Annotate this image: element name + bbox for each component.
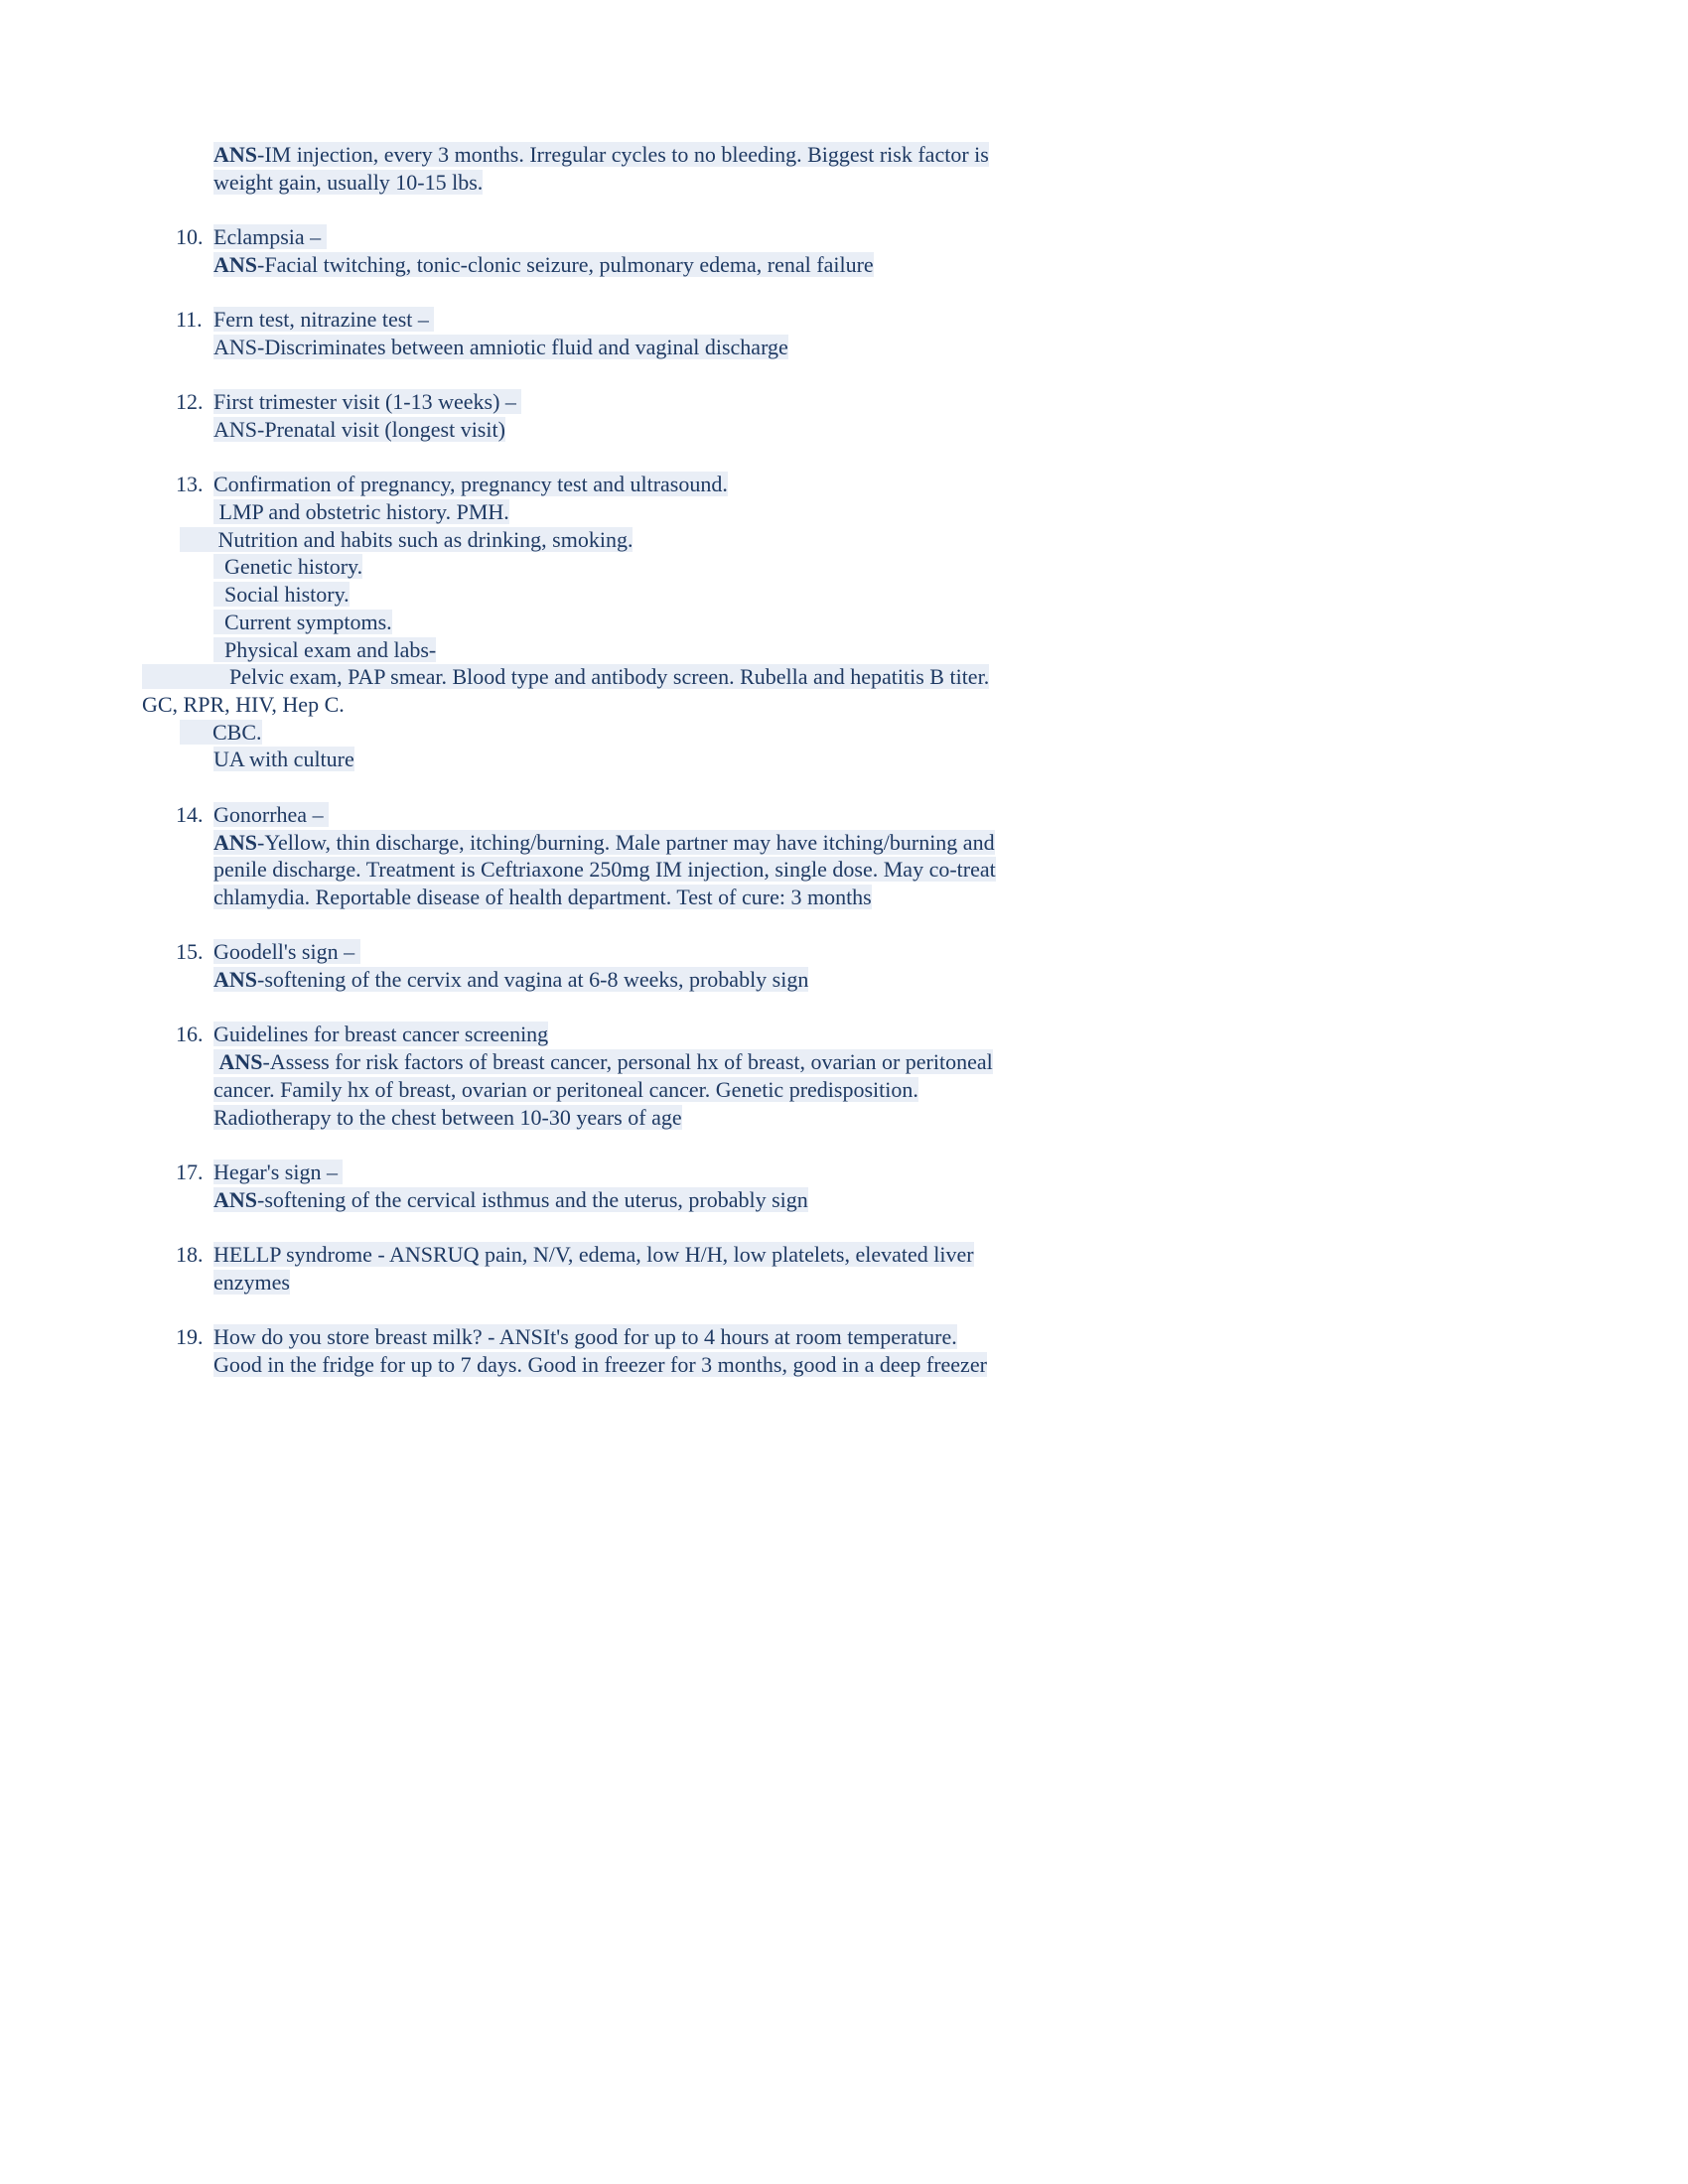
text-segment: Confirmation of pregnancy, pregnancy test and ultrasound. bbox=[213, 472, 728, 497]
text-segment: -Facial twitching, tonic-clonic seizure, pulmonary edema, renal failure bbox=[257, 251, 874, 277]
qa-item bbox=[176, 1323, 1107, 1378]
text-segment: -softening of the cervical isthmus and the uterus, probably sign bbox=[257, 1186, 808, 1212]
text-segment: How do you store breast milk? - ANSIt's good for up to 4 hours at room temperature. bbox=[213, 1324, 957, 1350]
document-line bbox=[213, 1323, 1107, 1351]
ans-label: ANS bbox=[213, 142, 258, 167]
document-line bbox=[142, 691, 1107, 719]
document-line bbox=[213, 169, 1107, 197]
text-segment: enzymes bbox=[213, 1269, 290, 1295]
document-line bbox=[213, 1241, 1107, 1269]
document-line bbox=[213, 1104, 1107, 1132]
document-line bbox=[213, 306, 1107, 334]
document-line bbox=[213, 829, 1107, 857]
item-number: 18. bbox=[176, 1241, 204, 1267]
document-line bbox=[213, 746, 1107, 773]
text-segment: Radiotherapy to the chest between 10-30 years of age bbox=[213, 1104, 682, 1130]
qa-item bbox=[176, 938, 1107, 993]
ans-label: ANS bbox=[213, 251, 258, 277]
text-segment bbox=[180, 720, 212, 745]
ans-label: ANS bbox=[213, 967, 258, 992]
document-line bbox=[213, 1186, 1107, 1214]
text-segment: chlamydia. Reportable disease of health department. Test of cure: 3 months bbox=[213, 884, 872, 909]
document-line bbox=[213, 1351, 1107, 1379]
document-line bbox=[213, 1021, 1107, 1048]
qa-item bbox=[176, 1021, 1107, 1131]
document-line bbox=[213, 251, 1107, 279]
text-segment: -Assess for risk factors of breast cancer, personal hx of breast, ovarian or peritoneal bbox=[262, 1049, 993, 1075]
document-line bbox=[213, 498, 1107, 526]
text-segment: -Yellow, thin discharge, itching/burning. Male partner may have itching/burning and bbox=[257, 829, 995, 855]
document-line bbox=[142, 663, 1107, 691]
document-line bbox=[180, 526, 1107, 554]
document-line bbox=[213, 581, 1107, 609]
document-line bbox=[213, 966, 1107, 994]
item-number: 11. bbox=[176, 307, 203, 333]
text-segment: Social history. bbox=[213, 582, 350, 608]
item-number: 10. bbox=[176, 224, 204, 250]
document-line bbox=[213, 141, 1107, 169]
text-segment: Genetic history. bbox=[213, 554, 363, 580]
document-line bbox=[213, 938, 1107, 966]
document-line bbox=[213, 856, 1107, 884]
item-number: 17. bbox=[176, 1159, 204, 1184]
text-segment: Nutrition and habits such as drinking, smoking. bbox=[217, 526, 633, 552]
text-segment: ANS-Prenatal visit (longest visit) bbox=[213, 416, 505, 442]
qa-item bbox=[176, 223, 1107, 278]
text-segment: ANS-Discriminates between amniotic fluid and vaginal discharge bbox=[213, 334, 788, 359]
document-line bbox=[213, 416, 1107, 444]
qa-item bbox=[176, 306, 1107, 360]
document-line bbox=[213, 636, 1107, 664]
document-line bbox=[180, 719, 1107, 747]
text-segment: cancer. Family hx of breast, ovarian or peritoneal cancer. Genetic predisposition. bbox=[213, 1076, 918, 1102]
qa-item bbox=[142, 471, 1107, 773]
text-segment bbox=[213, 1049, 219, 1074]
item-number: 16. bbox=[176, 1022, 204, 1047]
text-segment: UA with culture bbox=[213, 747, 354, 772]
qa-item bbox=[176, 801, 1107, 911]
document-line bbox=[213, 471, 1107, 498]
text-segment: LMP and obstetric history. PMH. bbox=[213, 499, 509, 525]
document-line bbox=[213, 884, 1107, 911]
text-segment: Eclampsia – bbox=[213, 224, 327, 250]
qa-item bbox=[176, 388, 1107, 443]
document-line bbox=[213, 334, 1107, 361]
text-segment: Fern test, nitrazine test – bbox=[213, 307, 435, 333]
item-number: 14. bbox=[176, 801, 204, 827]
document-line bbox=[213, 801, 1107, 829]
text-segment: GC, RPR, HIV, Hep C. bbox=[142, 692, 345, 717]
text-segment: First trimester visit (1-13 weeks) – bbox=[213, 389, 522, 415]
document-line bbox=[213, 609, 1107, 636]
text-segment: Guidelines for breast cancer screening bbox=[213, 1022, 549, 1047]
qa-item bbox=[213, 141, 1107, 196]
ans-label: ANS bbox=[213, 829, 258, 855]
document-body bbox=[142, 141, 1107, 1378]
document-line bbox=[213, 553, 1107, 581]
ans-label: ANS bbox=[218, 1049, 263, 1075]
item-number: 12. bbox=[176, 389, 204, 415]
document-line bbox=[213, 1159, 1107, 1186]
item-number: 15. bbox=[176, 939, 204, 965]
text-segment: -softening of the cervix and vagina at 6-8 weeks, probably sign bbox=[257, 967, 809, 992]
text-segment: CBC. bbox=[212, 719, 262, 745]
text-segment: Hegar's sign – bbox=[213, 1159, 344, 1184]
document-line bbox=[213, 1269, 1107, 1297]
text-segment: Pelvic exam, PAP smear. Blood type and antibody screen. Rubella and hepatitis B titer. bbox=[229, 664, 990, 690]
text-segment: Physical exam and labs- bbox=[213, 636, 437, 662]
text-segment: Goodell's sign – bbox=[213, 939, 360, 965]
text-segment: penile discharge. Treatment is Ceftriaxone 250mg IM injection, single dose. May co-treat bbox=[213, 857, 996, 883]
text-segment: Current symptoms. bbox=[213, 609, 392, 634]
document-line bbox=[213, 1076, 1107, 1104]
ans-label: ANS bbox=[213, 1186, 258, 1212]
item-number: 13. bbox=[176, 472, 204, 497]
text-segment bbox=[180, 527, 218, 552]
text-segment: Gonorrhea – bbox=[213, 801, 330, 827]
qa-item bbox=[176, 1159, 1107, 1213]
text-segment: HELLP syndrome - ANSRUQ pain, N/V, edema, low H/H, low platelets, elevated liver bbox=[213, 1241, 974, 1267]
text-segment: Good in the fridge for up to 7 days. Good in freezer for 3 months, good in a deep freezer bbox=[213, 1351, 987, 1377]
item-number: 19. bbox=[176, 1324, 204, 1350]
document-line bbox=[213, 388, 1107, 416]
document-line bbox=[213, 223, 1107, 251]
text-segment: -IM injection, every 3 months. Irregular cycles to no bleeding. Biggest risk factor is bbox=[257, 142, 989, 167]
qa-item bbox=[176, 1241, 1107, 1296]
text-segment: weight gain, usually 10-15 lbs. bbox=[213, 169, 484, 195]
text-segment bbox=[142, 664, 229, 689]
document-line bbox=[213, 1048, 1107, 1076]
